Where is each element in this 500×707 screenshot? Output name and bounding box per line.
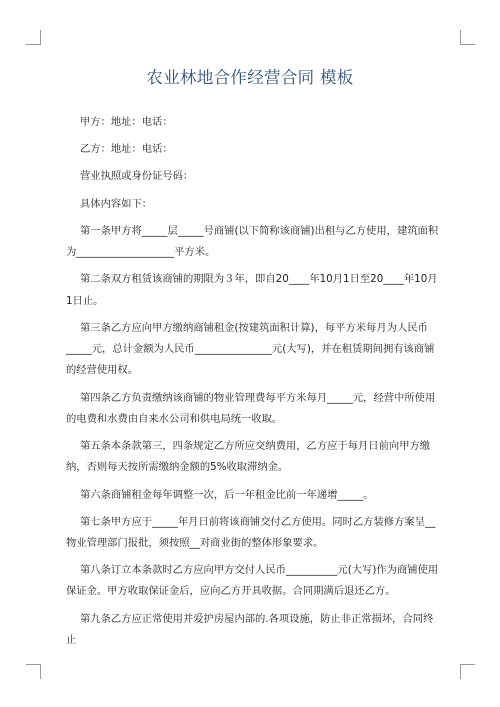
- article-1: 第一条甲方将_____层_____号商铺(以下简称该商铺)出租与乙方使用，建筑面积为___________________平方米。: [66, 224, 439, 259]
- article-2: 第二条双方租赁该商铺的期限为３年，即自20____年10月1日至20____年10月1日止。: [66, 273, 438, 307]
- document-title: 农业林地合作经营合同 模板: [146, 68, 354, 87]
- article-5: 第五条本条款第三，四条规定乙方所应交纳费用，乙方应于每月日前向甲方缴纳，否则每天按所需缴纳金额的5%收取滞纳金。: [66, 440, 431, 474]
- crop-mark-bottom-left: [26, 664, 41, 679]
- crop-mark-bottom-right: [460, 664, 475, 679]
- party-b-line: 乙方：地址：电话：: [80, 143, 173, 156]
- article-4: 第四条乙方负责缴纳该商铺的物业管理费每平方米每月_____元，经营中所使用的电费和水费由自来水公司和供电局统一收取。: [66, 391, 436, 425]
- document-body: [66, 112, 442, 651]
- article-7: 第七条甲方应于_____年月日前将该商铺交付乙方使用。同时乙方装修方案呈__物业管理部门报批，须按照__对商业街的整体形象要求。: [66, 515, 436, 549]
- crop-mark-top-right: [460, 30, 475, 45]
- article-6: 第六条商铺租金每年调整一次，后一年租金比前一年递增_____。: [80, 488, 374, 501]
- license-line: 营业执照或身份证号码：: [80, 170, 194, 183]
- party-a-line: 甲方：地址：电话：: [80, 116, 173, 128]
- content-intro: 具体内容如下：: [80, 197, 153, 210]
- crop-mark-top-left: [26, 30, 41, 45]
- article-3: 第三条乙方应向甲方缴纳商铺租金(按建筑面积计算)，每平方米每月为人民币_____元，总计金额为人民币_______________元(大写)，并在租赁期间拥有该商铺的经营使用权。: [66, 321, 435, 377]
- article-8: 第八条订立本条款时乙方应向甲方交付人民币__________元(大写)作为商铺使用保证金。甲方收取保证金后，应向乙方开具收据。合同期满后退还乙方。: [66, 564, 439, 598]
- article-9: 第九条乙方应正常使用并爱护房屋内部的.各项设施，防止非正常损坏，合同终止: [66, 612, 434, 646]
